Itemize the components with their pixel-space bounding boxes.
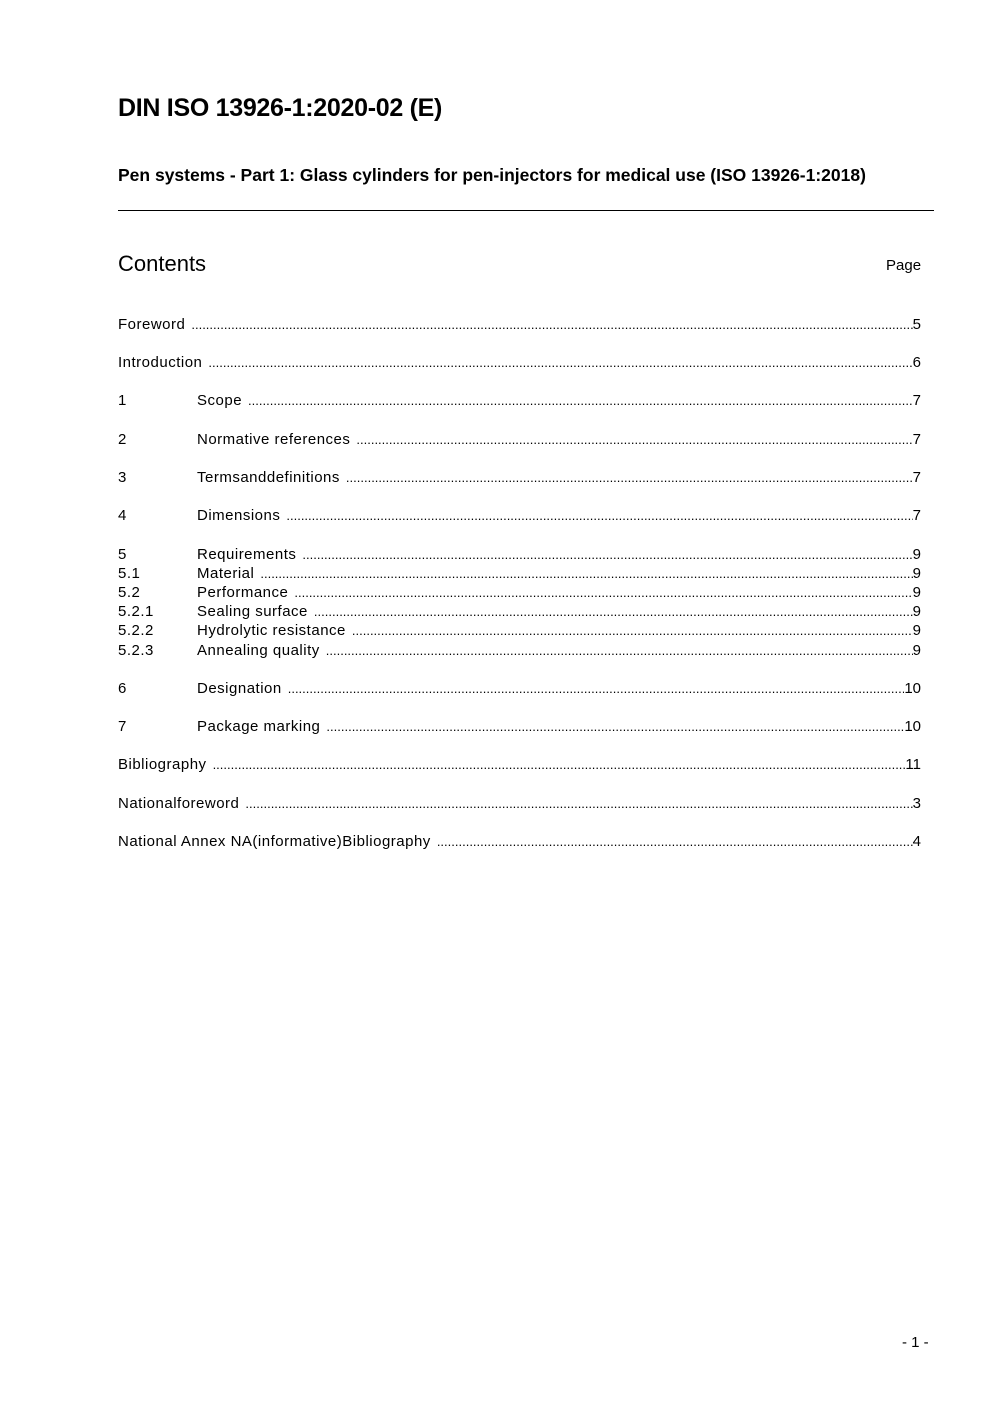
toc-entry-title: Sealing surface xyxy=(197,603,308,620)
toc-entry-foreword[interactable] xyxy=(118,315,921,334)
toc-entry-introduction[interactable] xyxy=(118,353,921,372)
toc-entry-page: 10 xyxy=(904,718,921,735)
toc-entry-number: 4 xyxy=(118,507,127,524)
toc-entry-title: Scope xyxy=(197,392,243,409)
toc-entry-title: Designation xyxy=(197,680,282,697)
toc-entry-number: 6 xyxy=(118,680,127,697)
toc-entry-title: Foreword xyxy=(118,316,186,333)
toc-entry-page: 9 xyxy=(912,565,921,582)
toc-leader-dots xyxy=(288,679,905,698)
toc-leader-dots xyxy=(191,315,912,334)
toc-entry-page: 9 xyxy=(912,622,921,639)
toc-entry-page: 9 xyxy=(912,546,921,563)
toc-entry-number: 5.2.1 xyxy=(118,603,154,620)
toc-entry-performance[interactable] xyxy=(118,583,921,602)
toc-entry-page: 11 xyxy=(905,756,921,773)
toc-entry-number: 5 xyxy=(118,546,127,563)
toc-entry-page: 6 xyxy=(912,354,921,371)
document-title: DIN ISO 13926-1:2020-02 (E) xyxy=(118,94,443,122)
toc-entry-national-annex[interactable] xyxy=(118,832,921,851)
toc-entry-number: 5.2.2 xyxy=(118,622,154,639)
toc-leader-dots xyxy=(286,506,912,525)
toc-entry-number: 5.1 xyxy=(118,565,141,582)
toc-entry-scope[interactable] xyxy=(118,391,921,410)
toc-leader-dots xyxy=(346,468,913,487)
toc-entry-annealing-quality[interactable] xyxy=(118,641,921,660)
toc-entry-title: Requirements xyxy=(197,546,297,563)
toc-entry-title: Annealing quality xyxy=(197,642,320,659)
toc-leader-dots xyxy=(208,353,912,372)
toc-leader-dots xyxy=(245,794,912,813)
toc-leader-dots xyxy=(437,832,913,851)
toc-entry-sealing-surface[interactable] xyxy=(118,602,921,621)
toc-entry-number: 1 xyxy=(118,392,127,409)
toc-leader-dots xyxy=(248,391,913,410)
toc-entry-title: Bibliography xyxy=(118,756,207,773)
toc-entry-page: 10 xyxy=(904,680,921,697)
toc-entry-page: 9 xyxy=(912,642,921,659)
toc-entry-title: Dimensions xyxy=(197,507,281,524)
toc-leader-dots xyxy=(326,641,913,660)
toc-entry-bibliography[interactable] xyxy=(118,755,921,774)
toc-entry-normative-references[interactable] xyxy=(118,430,921,449)
toc-entry-number: 5.2.3 xyxy=(118,642,154,659)
toc-entry-title: Introduction xyxy=(118,354,203,371)
toc-entry-title: Package marking xyxy=(197,718,321,735)
toc-entry-page: 9 xyxy=(912,603,921,620)
toc-entry-title: Normative references xyxy=(197,431,351,448)
toc-entry-number: 2 xyxy=(118,431,127,448)
toc-entry-title: Nationalforeword xyxy=(118,795,240,812)
toc-entry-package-marking[interactable] xyxy=(118,717,921,736)
toc-entry-number: 7 xyxy=(118,718,127,735)
toc-entry-page: 5 xyxy=(912,316,921,333)
toc-entry-terms-and-definitions[interactable] xyxy=(118,468,921,487)
toc-leader-dots xyxy=(302,545,912,564)
toc-leader-dots xyxy=(294,583,912,602)
toc-entry-number: 3 xyxy=(118,469,127,486)
toc-entry-title: Material xyxy=(197,565,255,582)
title-divider xyxy=(118,210,934,211)
toc-entry-title: Hydrolytic resistance xyxy=(197,622,346,639)
toc-entry-page: 7 xyxy=(912,507,921,524)
toc-entry-title: National Annex NA(informative)Bibliography xyxy=(118,833,431,850)
contents-heading: Contents xyxy=(118,251,207,276)
toc-entry-page: 9 xyxy=(912,584,921,601)
toc-entry-dimensions[interactable] xyxy=(118,506,921,525)
page-number: - 1 - xyxy=(902,1334,929,1351)
toc-entry-material[interactable] xyxy=(118,564,921,583)
toc-entry-page: 4 xyxy=(912,833,921,850)
toc-entry-requirements[interactable] xyxy=(118,545,921,564)
toc-leader-dots xyxy=(352,621,913,640)
toc-entry-page: 7 xyxy=(912,392,921,409)
toc-entry-title: Performance xyxy=(197,584,289,601)
toc-entry-national-foreword[interactable] xyxy=(118,794,921,813)
toc-leader-dots xyxy=(326,717,904,736)
toc-leader-dots xyxy=(213,755,906,774)
toc-entry-page: 7 xyxy=(912,431,921,448)
toc-leader-dots xyxy=(314,602,913,621)
toc-entry-title: Termsanddefinitions xyxy=(197,469,340,486)
toc-leader-dots xyxy=(260,564,912,583)
toc-entry-hydrolytic-resistance[interactable] xyxy=(118,621,921,640)
page-column-heading: Page xyxy=(886,257,922,274)
toc-entry-designation[interactable] xyxy=(118,679,921,698)
toc-entry-page: 7 xyxy=(912,469,921,486)
toc-entry-page: 3 xyxy=(912,795,921,812)
document-subtitle: Pen systems - Part 1: Glass cylinders for pen-injectors for medical use (ISO 13926-1:2018) xyxy=(118,165,866,185)
toc-entry-number: 5.2 xyxy=(118,584,141,601)
toc-leader-dots xyxy=(356,430,912,449)
